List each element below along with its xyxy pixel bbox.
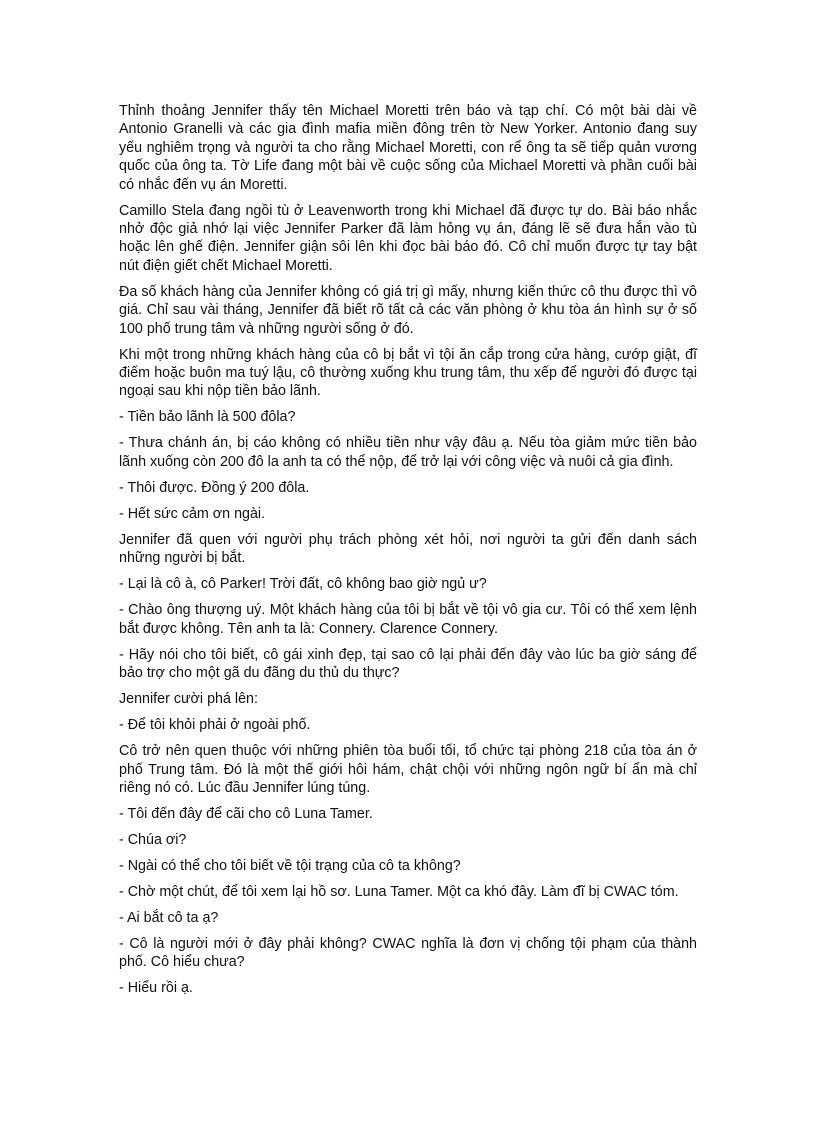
dialogue-line: - Hãy nói cho tôi biết, cô gái xinh đẹp, tại sao cô lại phải đến đây vào lúc ba giờ sáng để bảo trợ cho một gã du đãng du thủ du thực? — [119, 646, 697, 682]
dialogue-line: - Tiền bảo lãnh là 500 đôla? — [119, 409, 296, 426]
dialogue-line: - Để tôi khỏi phải ở ngoài phố. — [119, 717, 311, 734]
paragraph: Đa số khách hàng của Jennifer không có giá trị gì mấy, nhưng kiến thức cô thu được thì vô giá. Chỉ sau vài tháng, Jennifer đã biết rõ tất cả các văn phòng ở khu tòa án hình sự ở số 100 phố trung tâm và những người sống ở đó. — [119, 283, 697, 337]
dialogue-line: - Chờ một chút, để tôi xem lại hồ sơ. Luna Tamer. Một ca khó đây. Làm đĩ bị CWAC tóm. — [119, 883, 679, 900]
dialogue-line: - Thôi được. Đồng ý 200 đôla. — [119, 479, 310, 496]
dialogue-line: - Hiểu rồi ạ. — [119, 980, 193, 997]
dialogue-line: - Thưa chánh án, bị cáo không có nhiều tiền như vậy đâu ạ. Nếu tòa giảm mức tiền bảo lãnh xuống còn 200 đô la anh ta có thể nộp, để trở lại với công việc và nuôi cả gia đình. — [119, 435, 697, 470]
dialogue-line: - Ai bắt cô ta ạ? — [119, 909, 219, 926]
paragraph: Camillo Stela đang ngồi tù ở Leavenworth trong khi Michael đã được tự do. Bài báo nhắc nhở độc giả nhớ lại việc Jennifer Parker đã làm hỏng vụ án, đáng lẽ sẽ đưa hắn vào tù hoặc lên ghế điện. Jennifer giận sôi lên khi đọc bài báo đó. Cô chỉ muốn được tự tay bật nút điện giết chết Michael Moretti. — [119, 202, 697, 274]
paragraph: Jennifer đã quen với người phụ trách phòng xét hỏi, nơi người ta gửi đến danh sách những người bị bắt. — [119, 531, 697, 567]
paragraph: Cô trở nên quen thuộc với những phiên tòa buổi tối, tổ chức tại phòng 218 của tòa án ở phố Trung tâm. Đó là một thế giới hôi hám, chật chội với những ngôn ngữ bí ẩn mà chỉ riêng nó có. Lúc đầu Jennifer lúng túng. — [119, 743, 697, 796]
dialogue-line: - Tôi đến đây để cãi cho cô Luna Tamer. — [119, 805, 373, 822]
paragraph: Jennifer cười phá lên: — [119, 691, 258, 708]
paragraph: Khi một trong những khách hàng của cô bị bắt vì tội ăn cắp trong cửa hàng, cướp giật, đĩ điếm hoặc buôn ma tuý lậu, cô thường xuống khu trung tâm, thu xếp để người đó được tại ngoại sau khi nộp tiền bảo lãnh. — [119, 346, 697, 400]
dialogue-line: - Hết sức cảm ơn ngài. — [119, 505, 266, 522]
dialogue-line: - Chào ông thượng uý. Một khách hàng của tôi bị bắt về tội vô gia cư. Tôi có thể xem lệnh bắt được không. Tên anh ta là: Connery. Clarence Connery. — [119, 602, 697, 637]
document-body — [119, 102, 697, 1005]
dialogue-line: - Lại là cô à, cô Parker! Trời đất, cô không bao giờ ngủ ư? — [119, 576, 487, 593]
paragraph: Thỉnh thoảng Jennifer thấy tên Michael Moretti trên báo và tạp chí. Có một bài dài về Antonio Granelli và các gia đình mafia miền đông trên tờ New Yorker. Antonio đang suy yếu nghiêm trọng và người ta cho rằng Michael Moretti, con rể ông ta sẽ tiếp quản vương quốc của ông ta. Tờ Life đang một bài về cuộc sống của Michael Moretti và phần cuối bài có nhắc đến vụ án Moretti. — [119, 103, 697, 193]
dialogue-line: - Chúa ơi? — [119, 831, 187, 848]
dialogue-line: - Ngài có thể cho tôi biết về tội trạng của cô ta không? — [119, 857, 461, 874]
dialogue-line: - Cô là người mới ở đây phải không? CWAC nghĩa là đơn vị chống tội phạm của thành phố. Cô hiểu chưa? — [119, 935, 697, 971]
